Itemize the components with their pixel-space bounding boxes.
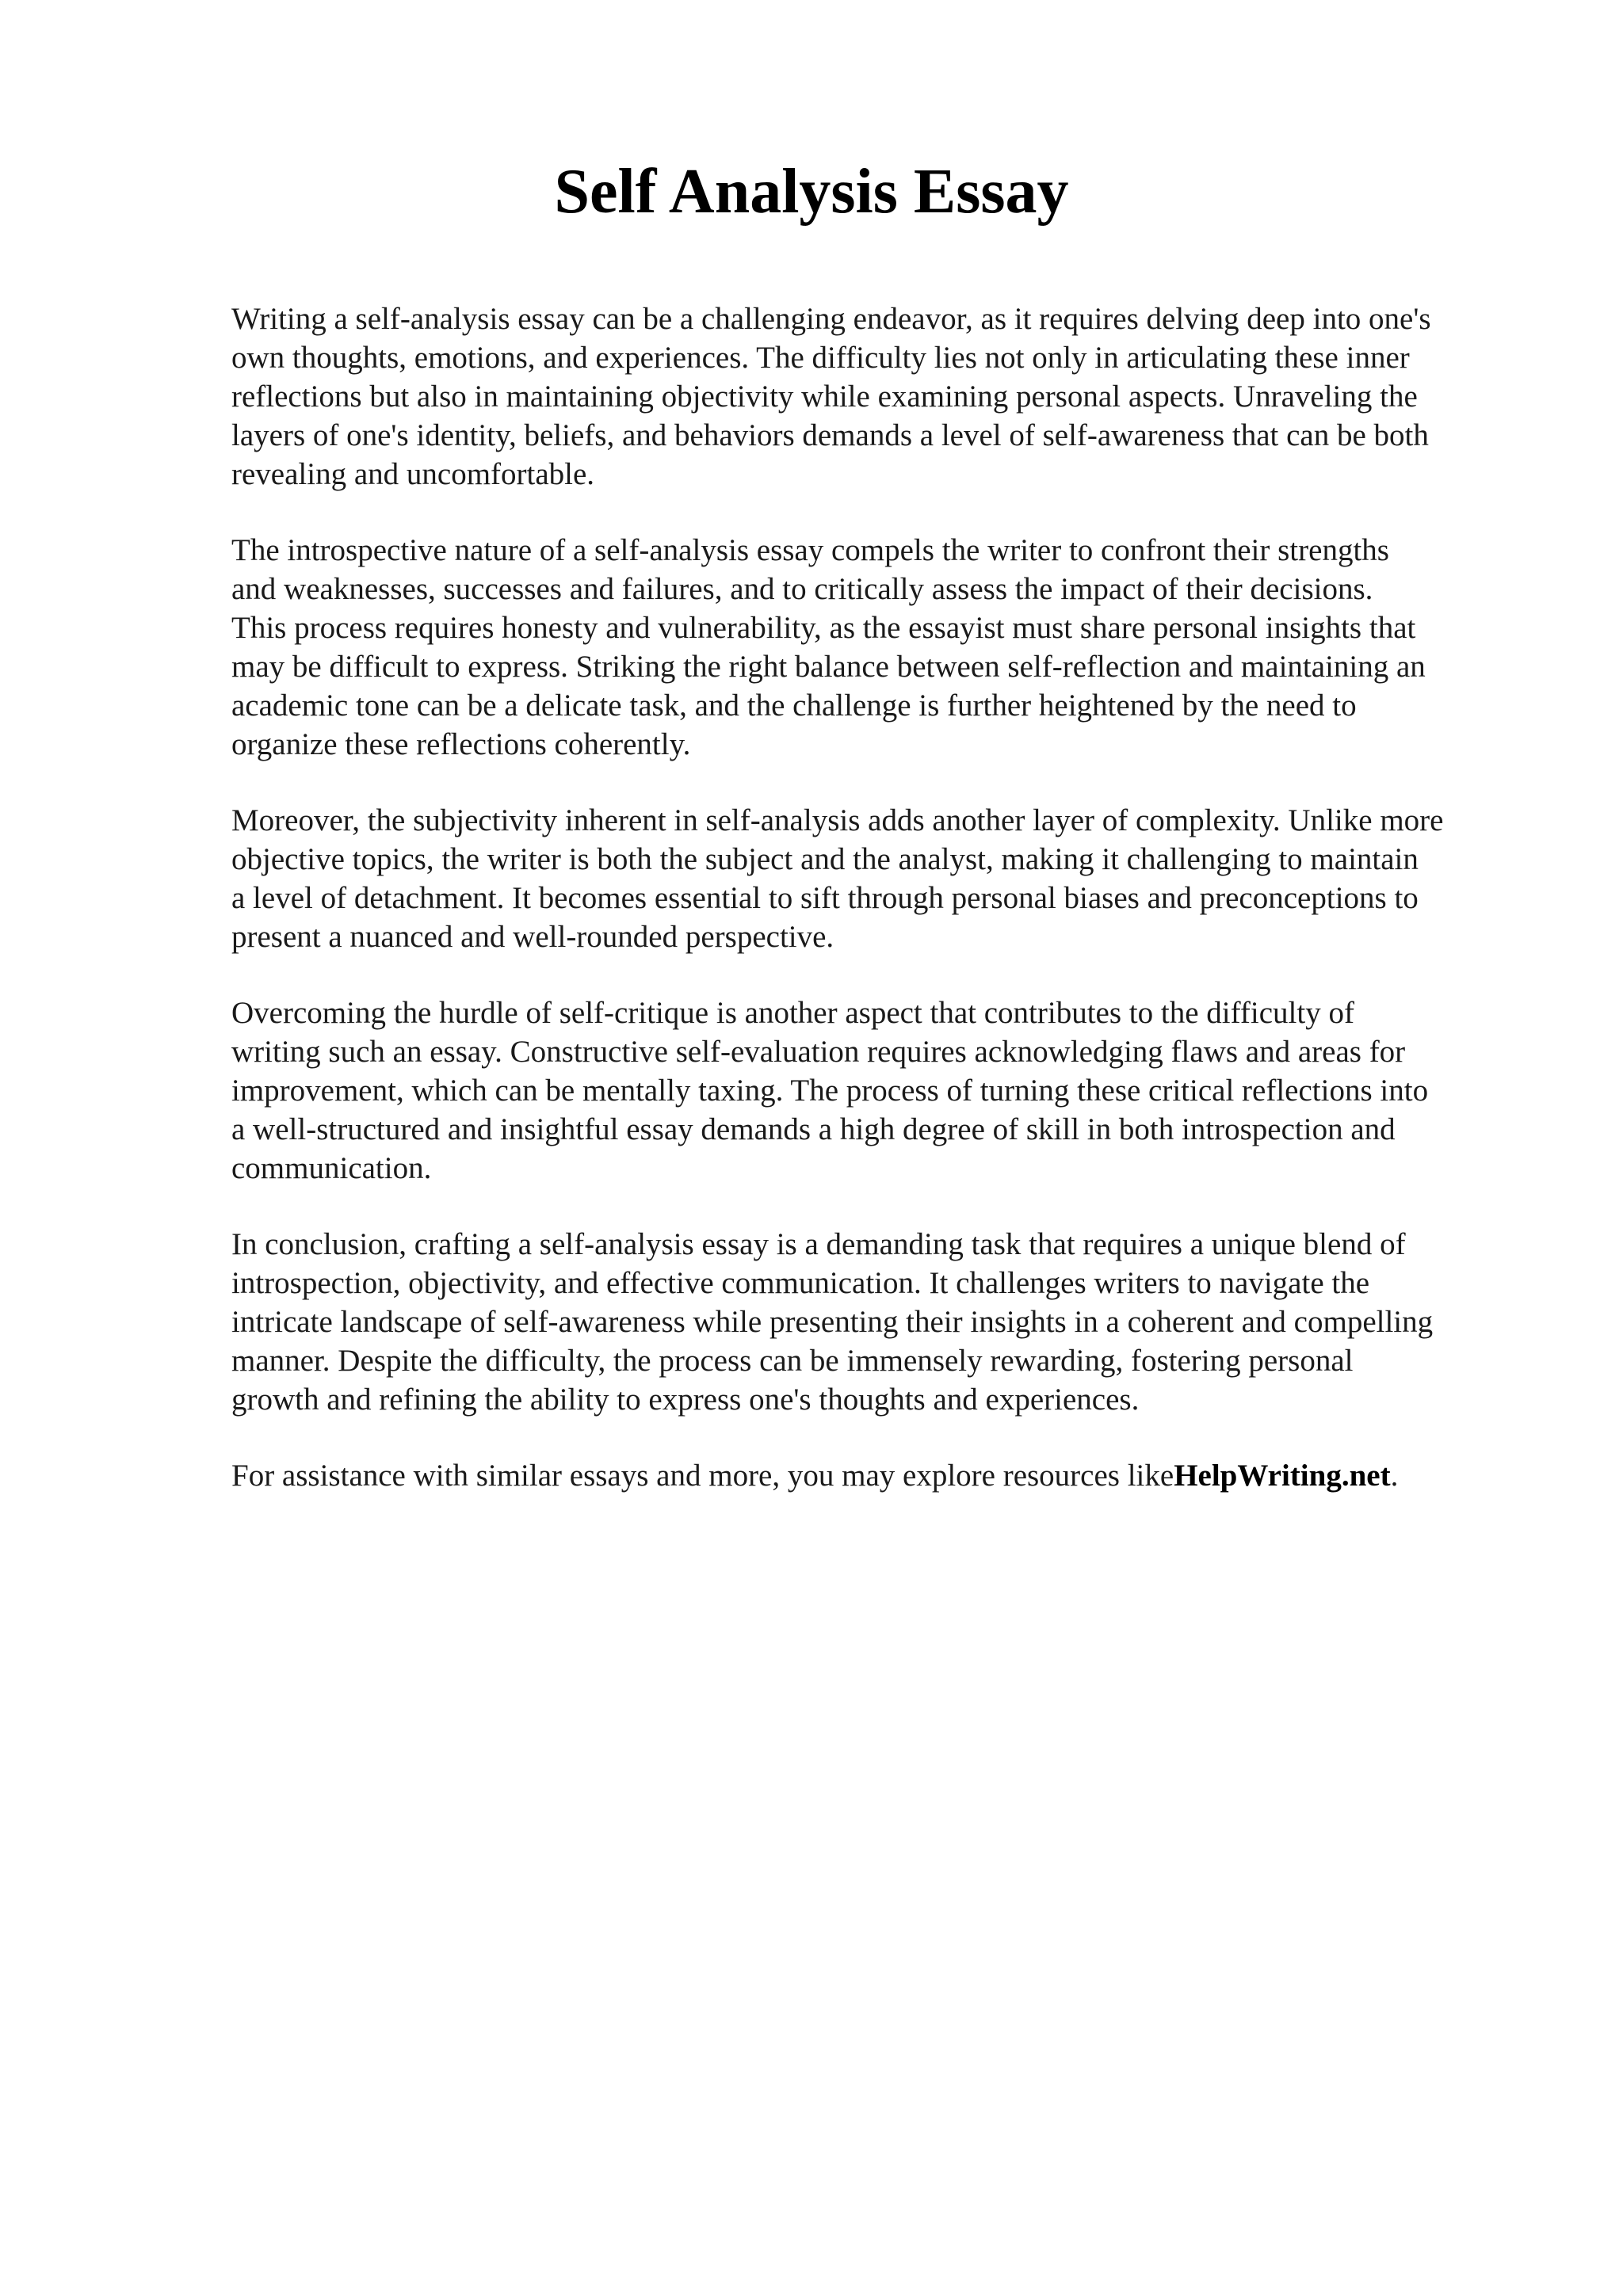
text-line: organize these reflections coherently.: [231, 727, 691, 761]
text-line: In conclusion, crafting a self-analysis essay is a demanding task that requires a unique blend of: [231, 1227, 1406, 1261]
text-line: The introspective nature of a self-analysis essay compels the writer to confront their strengths: [231, 533, 1389, 567]
text-line: layers of one's identity, beliefs, and behaviors demands a level of self-awareness that can be both: [231, 418, 1429, 452]
text-line: Moreover, the subjectivity inherent in self-analysis adds another layer of complexity. Unlike more: [231, 803, 1444, 837]
paragraph-2: [231, 531, 1531, 764]
text-line: and weaknesses, successes and failures, and to critically assess the impact of their decisions.: [231, 572, 1373, 606]
text-line: objective topics, the writer is both the subject and the analyst, making it challenging to maintain: [231, 842, 1419, 876]
text-line: growth and refining the ability to express one's thoughts and experiences.: [231, 1383, 1140, 1417]
text-line: a level of detachment. It becomes essential to sift through personal biases and preconceptions to: [231, 881, 1419, 915]
text-line: improvement, which can be mentally taxing. The process of turning these critical reflections into: [231, 1074, 1429, 1108]
helpwriting-link[interactable]: HelpWriting.net: [1174, 1459, 1391, 1493]
text-line: may be difficult to express. Striking the right balance between self-reflection and maintaining an: [231, 650, 1426, 684]
text-line: a well-structured and insightful essay demands a high degree of skill in both introspection and: [231, 1112, 1396, 1146]
text-line: manner. Despite the difficulty, the process can be immensely rewarding, fostering personal: [231, 1344, 1354, 1378]
text-line: reflections but also in maintaining objectivity while examining personal aspects. Unraveling the: [231, 379, 1418, 414]
text-line: revealing and uncomfortable.: [231, 457, 595, 491]
text-line: communication.: [231, 1151, 432, 1185]
text-line: own thoughts, emotions, and experiences. The difficulty lies not only in articulating these inner: [231, 341, 1410, 375]
essay-body: [231, 299, 1531, 1495]
text-line: Overcoming the hurdle of self-critique is another aspect that contributes to the difficulty of: [231, 996, 1354, 1030]
text-line: writing such an essay. Constructive self-evaluation requires acknowledging flaws and areas for: [231, 1035, 1406, 1069]
closing-paragraph: [231, 1456, 1531, 1495]
text-line: introspection, objectivity, and effective communication. It challenges writers to navigate the: [231, 1266, 1370, 1300]
paragraph-3: [231, 801, 1531, 956]
text-line: Writing a self-analysis essay can be a challenging endeavor, as it requires delving deep into one's: [231, 302, 1431, 336]
paragraph-1: [231, 299, 1531, 494]
text-line: intricate landscape of self-awareness while presenting their insights in a coherent and compelling: [231, 1305, 1434, 1339]
text-line: present a nuanced and well-rounded perspective.: [231, 920, 834, 954]
closing-text: For assistance with similar essays and more, you may explore resources like: [231, 1459, 1174, 1493]
text-line: academic tone can be a delicate task, and the challenge is further heightened by the need to: [231, 688, 1357, 723]
paragraph-4: [231, 994, 1531, 1188]
page-title: Self Analysis Essay: [554, 157, 1069, 227]
paragraph-5: [231, 1225, 1531, 1419]
text-line: This process requires honesty and vulnerability, as the essayist must share personal insights that: [231, 611, 1416, 645]
closing-period: .: [1390, 1459, 1399, 1493]
